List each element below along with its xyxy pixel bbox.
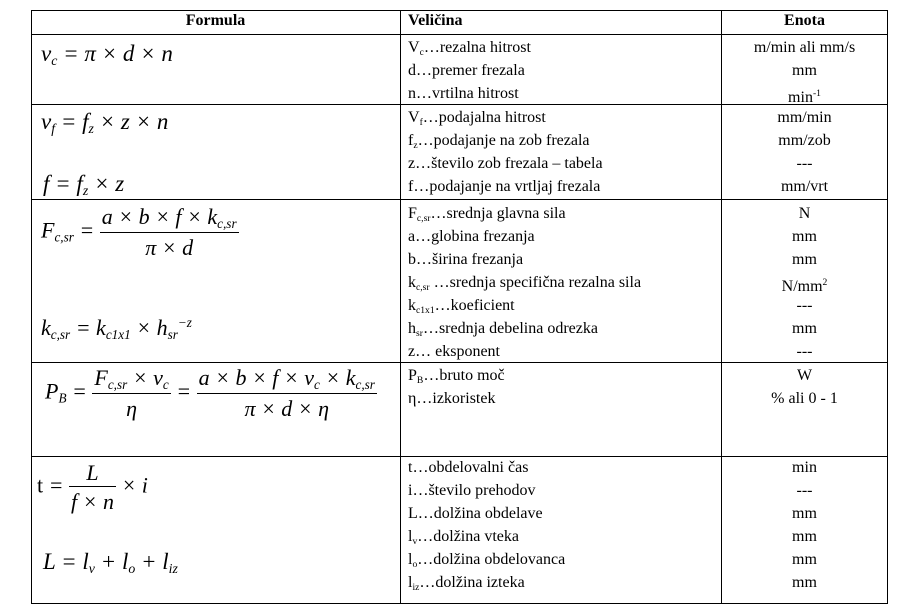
unit-value: --- xyxy=(796,297,813,314)
column-divider xyxy=(400,10,401,604)
header-enota: Enota xyxy=(784,12,825,29)
unit-value: mm xyxy=(792,228,817,245)
formula-gross-power: $P_B$ = $\frac{F_{c,sr} \times v_c}{\eta}$ = $\frac{a \times b \times f \times v_c \times k_{c,sr}}{\pi \times d \times \eta}$ xyxy=(45,365,375,422)
unit-value: mm xyxy=(792,528,817,545)
unit-value: mm xyxy=(792,574,817,591)
unit-value: % ali 0 - 1 xyxy=(771,390,838,407)
header-velicina: Veličina xyxy=(408,12,463,29)
row-divider xyxy=(31,456,888,457)
quantity-description: d…premer frezala xyxy=(408,62,525,79)
unit-value: --- xyxy=(796,343,813,360)
row-divider xyxy=(31,199,888,200)
quantity-description: $l_o\dots dolžina$ obdelovanca xyxy=(408,551,566,570)
unit-value: $N/mm^2$ xyxy=(781,277,828,295)
quantity-description: z… eksponent xyxy=(408,343,500,360)
unit-value: mm xyxy=(792,551,817,568)
row-divider xyxy=(31,362,888,363)
header-formula: Formula xyxy=(185,12,246,29)
unit-value: mm/vrt xyxy=(780,178,829,195)
header-divider xyxy=(31,34,888,35)
quantity-description: $k_{c1x1}\dots koeficient$ xyxy=(408,297,515,316)
formula-feed-per-rev: $f = f_z \times z$ xyxy=(43,171,125,199)
quantity-description: z…število zob frezala – tabela xyxy=(408,155,603,172)
formula-total-length: $L = l_v + l_o + l_{iz}$ xyxy=(43,549,178,577)
quantity-description: $f_z\dots podajanje$ na zob frezala xyxy=(408,132,590,151)
formula-cutting-speed: $v_c = \pi \times d \times n$ xyxy=(41,41,173,69)
quantity-description: $l_v\dots dolžina$ vteka xyxy=(408,528,519,547)
quantity-description: $F_{c,sr}\dots srednja$ glavna sila xyxy=(408,205,566,224)
formula-machining-time: t = $\frac{L}{f \times n}$ × i xyxy=(37,460,148,514)
unit-value: --- xyxy=(796,482,813,499)
quantity-description: $k_{c,sr}$ …srednja specifična rezalna sila xyxy=(408,274,642,293)
unit-value: --- xyxy=(796,155,813,172)
formula-feed-speed: $v_f = f_z \times z \times n$ xyxy=(41,109,169,137)
quantity-description: η…izkoristek xyxy=(408,390,496,407)
unit-value: mm xyxy=(792,251,817,268)
unit-value: mm xyxy=(792,320,817,337)
quantity-description: t…obdelovalni čas xyxy=(408,459,529,476)
formula-table xyxy=(31,10,888,604)
quantity-description: $h_{sr}\dots srednja$ debelina odrezka xyxy=(408,320,598,339)
formula-cutting-force: $F_{c,sr}$ = $\frac{a \times b \times f \times k_{c,sr}}{\pi \times d}$ xyxy=(41,204,237,261)
quantity-description: $l_{iz}\dots dolžina$ izteka xyxy=(408,574,525,593)
table-border-bottom xyxy=(31,603,888,604)
quantity-description: $P_B\dots bruto$ moč xyxy=(408,367,505,386)
formula-specific-force: $k_{c,sr} = k_{c1x1} \times h_{sr}^{-z}$ xyxy=(41,314,192,342)
quantity-description: i…število prehodov xyxy=(408,482,536,499)
quantity-description: b…širina frezanja xyxy=(408,251,524,268)
quantity-description: a…globina frezanja xyxy=(408,228,535,245)
table-border-top xyxy=(31,10,888,11)
unit-value: mm/zob xyxy=(778,132,831,149)
table-border-left xyxy=(31,10,32,604)
unit-value: $\min^{-1}$ xyxy=(788,88,821,106)
quantity-description: $V_c\dots rezalna$ hitrost xyxy=(408,39,531,58)
quantity-description: n…vrtilna hitrost xyxy=(408,85,519,102)
unit-value: mm/min xyxy=(777,109,832,126)
unit-value: mm xyxy=(792,505,817,522)
unit-value: min xyxy=(792,459,817,476)
unit-value: mm xyxy=(792,62,817,79)
quantity-description: L…dolžina obdelave xyxy=(408,505,543,522)
quantity-description: f…podajanje na vrtljaj frezala xyxy=(408,178,601,195)
quantity-description: $V_f\dots podajalna$ hitrost xyxy=(408,109,546,128)
unit-value: W xyxy=(796,367,813,384)
unit-value: m/min ali mm/s xyxy=(753,39,856,56)
unit-value: N xyxy=(798,205,811,222)
